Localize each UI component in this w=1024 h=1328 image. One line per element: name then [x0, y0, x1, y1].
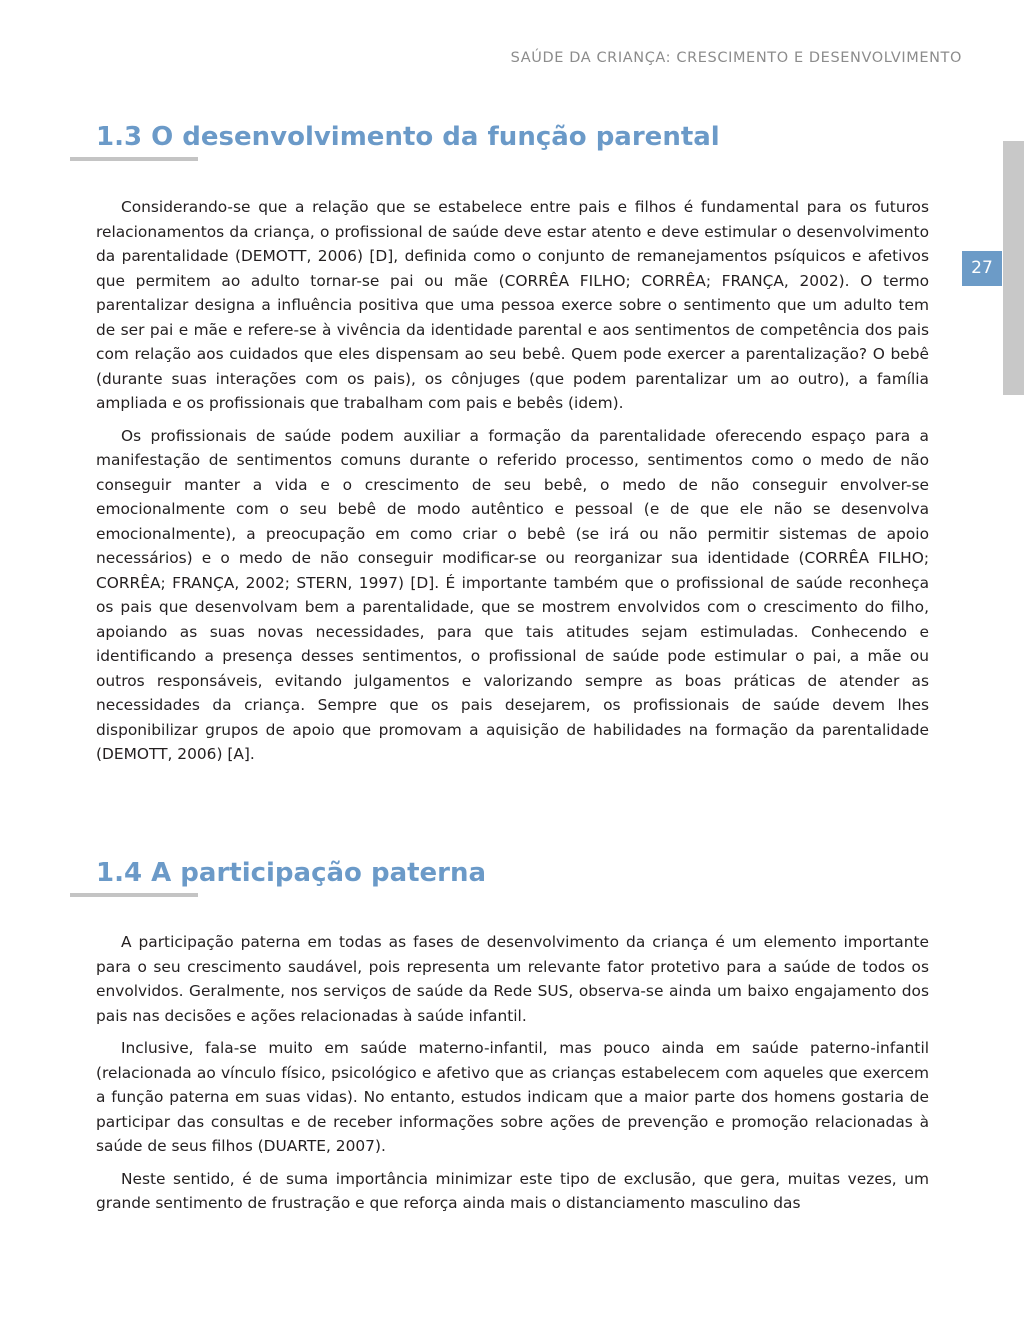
paragraph: Os profissionais de saúde podem auxiliar a formação da parentalidade oferecendo espaço para a manifestação de sentimentos comuns durante o referido processo, sentimentos como o medo de não conseguir manter a vida e o crescimento de seu bebê, o medo de não conseguir envolver-se emocionalmente com o seu bebê de modo autêntico e pessoal (e de que ele não se desenvolva emocionalmente), a preocupação em como criar o bebê (se irá ou não permitir sistemas de apoio necessários) e o medo de não conseguir modificar-se ou reorganizar sua identidade (CORRÊA FILHO; CORRÊA; FRANÇA, 2002; STERN, 1997) [D]. É importante também que o profissional de saúde reconheça os pais que desenvolvam bem a parentalidade, que se mostrem envolvidos com o crescimento do filho, apoiando as suas novas necessidades, para que tais atitudes sejam estimuladas. Conhecendo e identificando a presença desses sentimentos, o profissional de saúde pode estimular o pai, a mãe ou outros responsáveis, evitando julgamentos e valorizando sempre as boas práticas de atender as necessidades da criança. Sempre que os pais desejarem, os profissionais de saúde devem lhes disponibilizar grupos de apoio que promovam a aquisição de habilidades na formação da parentalidade (DEMOTT, 2006) [A]. — [96, 426, 929, 763]
section-1-3-heading — [96, 121, 929, 153]
title-underline — [70, 157, 198, 161]
title-underline — [70, 893, 198, 897]
section-1-4-heading — [96, 857, 929, 889]
section-title: 1.4 A participação paterna — [96, 858, 487, 888]
side-tab — [1003, 141, 1024, 395]
page-number: 27 — [962, 251, 1002, 286]
section-title: 1.3 O desenvolvimento da função parental — [96, 122, 720, 152]
section-1-4-body — [96, 930, 929, 1224]
running-header: SAÚDE DA CRIANÇA: CRESCIMENTO E DESENVOLVIMENTO — [510, 50, 962, 66]
paragraph: Inclusive, fala-se muito em saúde materno-infantil, mas pouco ainda em saúde paterno-infantil (relacionada ao vínculo físico, psicológico e afetivo que as crianças estabelecem com aqueles que exercem a função paterna em suas vidas). No entanto, estudos indicam que a maior parte dos homens gostaria de participar das consultas e de receber informações sobre ações de prevenção e promoção relacionadas à saúde de seus filhos (DUARTE, 2007). — [96, 1039, 929, 1155]
section-1-3-body — [96, 195, 929, 775]
paragraph: Considerando-se que a relação que se estabelece entre pais e filhos é fundamental para os futuros relacionamentos da criança, o profissional de saúde deve estar atento e deve estimular o desenvolvimento da parentalidade (DEMOTT, 2006) [D], definida como o conjunto de remanejamentos psíquicos e afetivos que permitem ao adulto tornar-se pai ou mãe (CORRÊA FILHO; CORRÊA; FRANÇA, 2002). O termo parentalizar designa a influência positiva que uma pessoa exerce sobre o sentimento que um adulto tem de ser pai e mãe e refere-se à vivência da identidade parental e aos sentimentos de competência dos pais com relação aos cuidados que eles dispensam ao seu bebê. Quem pode exercer a parentalização? O bebê (durante suas interações com os pais), os cônjuges (que podem parentalizar um ao outro), a família ampliada e os profissionais que trabalham com pais e bebês (idem). — [96, 198, 929, 412]
paragraph: A participação paterna em todas as fases de desenvolvimento da criança é um elemento importante para o seu crescimento saudável, pois representa um relevante fator protetivo para a saúde de todos os envolvidos. Geralmente, nos serviços de saúde da Rede SUS, observa-se ainda um baixo engajamento dos pais nas decisões e ações relacionadas à saúde infantil. — [96, 933, 929, 1025]
paragraph: Neste sentido, é de suma importância minimizar este tipo de exclusão, que gera, muitas vezes, um grande sentimento de frustração e que reforça ainda mais o distanciamento masculino das — [96, 1169, 929, 1212]
